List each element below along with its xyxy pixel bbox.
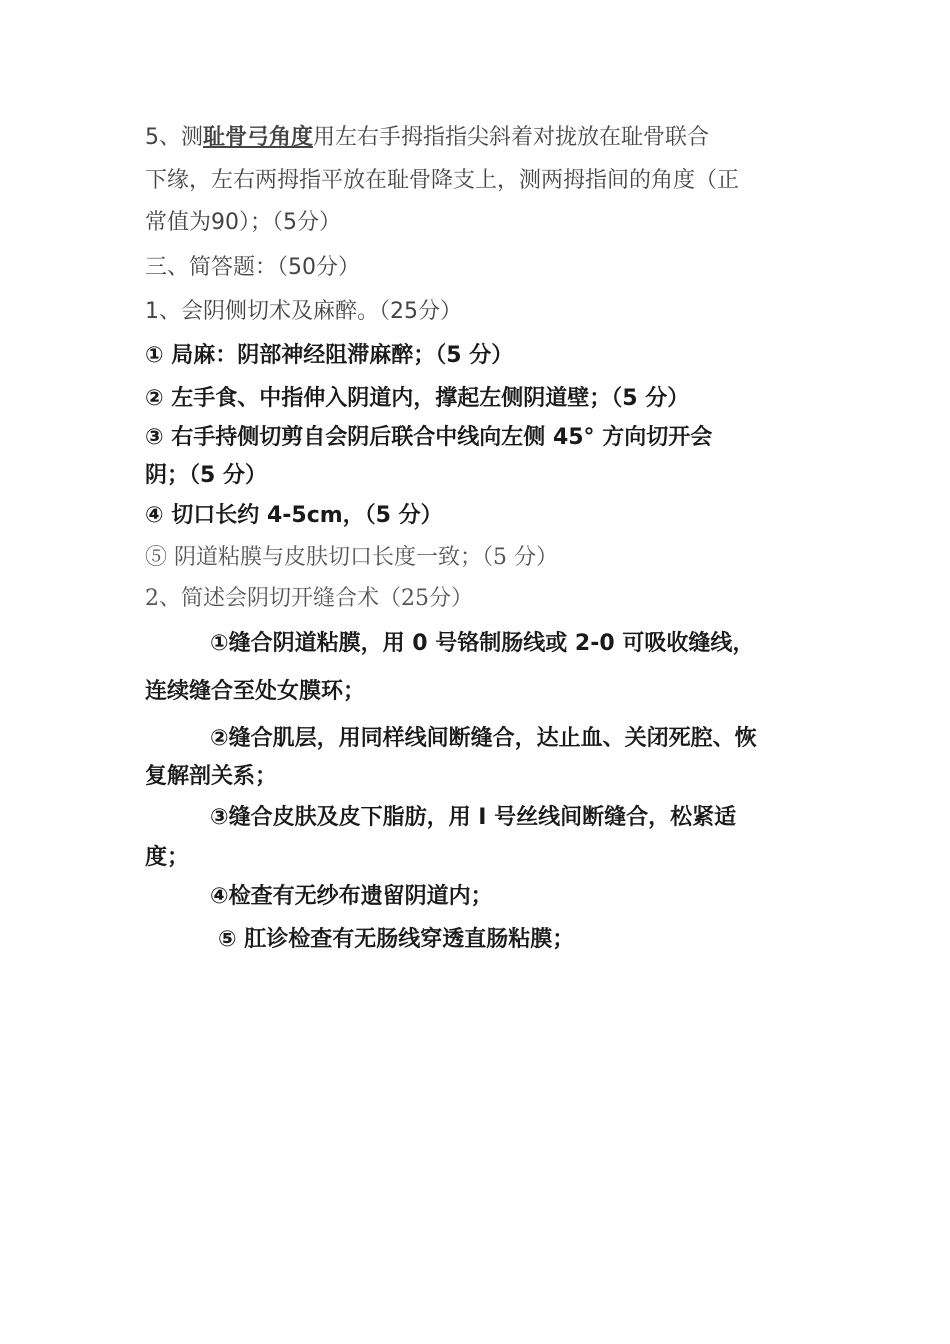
section3-heading: 三、简答题：（50分） [145,255,360,280]
q2-item-2-cont: 复解剖关系； [145,764,278,789]
q1-title: 1、会阴侧切术及麻醉。（25分） [145,299,462,324]
q1-item-4: ④ 切口长约 4-5cm，（5 分） [145,503,443,528]
q1-item-3: ③ 右手持侧切剪自会阴后联合中线向左侧 45° 方向切开会 [145,425,713,450]
section5-line3: 常值为90）；（5分） [145,210,341,235]
q2-item-5: ⑤ 肛诊检查有无肠线穿透直肠粘膜； [218,927,575,952]
section5-prefix: 5、测 [145,125,203,150]
section5-line2: 下缘，左右两拇指平放在耻骨降支上，测两拇指间的角度（正 [145,168,740,193]
q1-item-3-cont: 阴；（5 分） [145,463,267,488]
section5-line1 [145,123,825,153]
q2-item-1: ①缝合阴道粘膜，用 0 号铬制肠线或 2-0 可吸收缝线， [210,631,755,656]
q2-item-3-cont: 度； [145,845,190,870]
q2-item-3: ③缝合皮肤及皮下脂肪，用 I 号丝线间断缝合，松紧适 [210,805,737,830]
section5-term: 耻骨弓角度 [203,125,314,150]
q1-item-5: ⑤ 阴道粘膜与皮肤切口长度一致；（5 分） [145,545,558,570]
q1-item-2: ② 左手食、中指伸入阴道内，撑起左侧阴道壁；（5 分） [145,386,690,411]
q2-item-2: ②缝合肌层，用同样线间断缝合，达止血、关闭死腔、恢 [210,726,757,751]
q2-item-4: ④检查有无纱布遗留阴道内； [210,884,493,909]
section5-line1-rest: 用左右手拇指指尖斜着对拢放在耻骨联合 [313,125,710,150]
q2-item-1-cont: 连续缝合至处女膜环； [145,679,366,704]
q2-title: 2、简述会阴切开缝合术（25分） [145,586,473,611]
q1-item-1: ① 局麻：阴部神经阻滞麻醉；（5 分） [145,343,514,368]
